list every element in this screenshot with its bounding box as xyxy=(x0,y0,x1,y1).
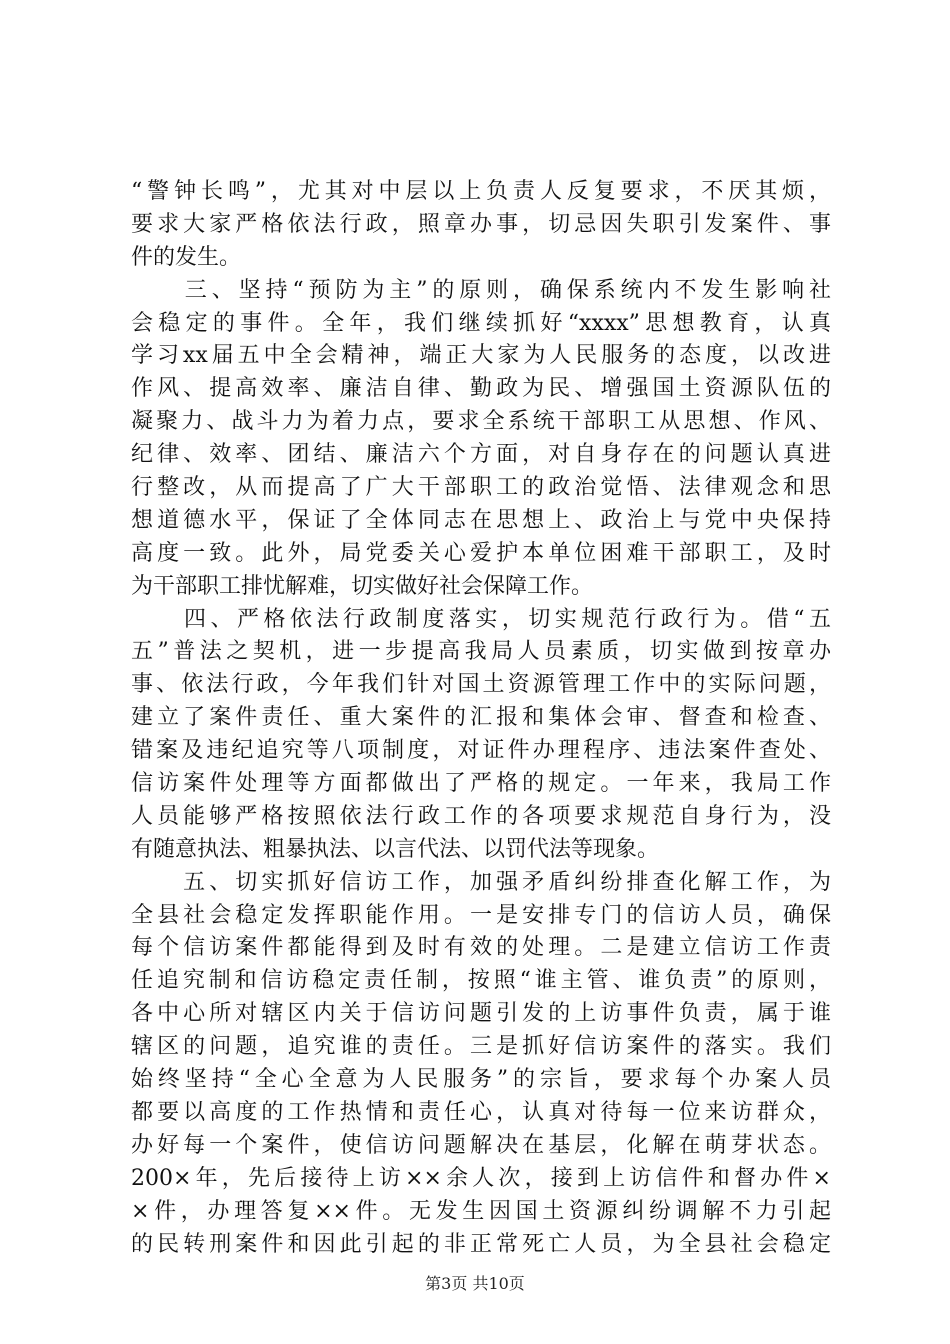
text-line: 各中心所对辖区内关于信访问题引发的上访事件负责，属于谁 xyxy=(131,1001,831,1027)
text-line: 为干部职工排忧解难，切实做好社会保障工作。 xyxy=(131,573,594,599)
text-line: 三、坚持“预防为主”的原则，确保系统内不发生影响社 xyxy=(131,277,831,303)
text-line: ×件，办理答复××件。无发生因国土资源纠纷调解不力引起 xyxy=(131,1198,831,1224)
text-line: 全县社会稳定发挥职能作用。一是安排专门的信访人员，确保 xyxy=(131,902,831,928)
text-line: 会稳定的事件。全年，我们继续抓好“xxxx”思想教育，认真 xyxy=(131,310,831,336)
text-line: 五”普法之契机，进一步提高我局人员素质，切实做到按章办 xyxy=(131,639,831,665)
text-line: 任追究制和信访稳定责任制，按照“谁主管、谁负责”的原则， xyxy=(131,968,831,994)
body-text xyxy=(131,176,831,1261)
text-line: 高度一致。此外，局党委关心爱护本单位困难干部职工，及时 xyxy=(131,540,831,566)
text-line: 事、依法行政，今年我们针对国土资源管理工作中的实际问题， xyxy=(131,672,831,698)
text-line: 作风、提高效率、廉洁自律、勤政为民、增强国土资源队伍的 xyxy=(131,376,831,402)
text-line: 想道德水平，保证了全体同志在思想上、政治上与党中央保持 xyxy=(131,507,831,533)
text-line: 的民转刑案件和因此引起的非正常死亡人员，为全县社会稳定 xyxy=(131,1231,831,1257)
text-line: 五、切实抓好信访工作，加强矛盾纠纷排查化解工作，为 xyxy=(131,869,831,895)
text-line: 纪律、效率、团结、廉洁六个方面，对自身存在的问题认真进 xyxy=(131,442,831,468)
text-line: 都要以高度的工作热情和责任心，认真对待每一位来访群众， xyxy=(131,1099,831,1125)
page-footer: 第3页 共10页 xyxy=(425,1274,525,1293)
text-line: 每个信访案件都能得到及时有效的处理。二是建立信访工作责 xyxy=(131,935,831,961)
text-line: 200×年，先后接待上访××余人次，接到上访信件和督办件× xyxy=(131,1165,831,1191)
text-line: 四、严格依法行政制度落实，切实规范行政行为。借“五 xyxy=(131,606,831,632)
text-line: 错案及违纪追究等八项制度，对证件办理程序、违法案件查处、 xyxy=(131,738,831,764)
text-line: “警钟长鸣”，尤其对中层以上负责人反复要求，不厌其烦， xyxy=(131,179,831,204)
text-line: 行整改，从而提高了广大干部职工的政治觉悟、法律观念和思 xyxy=(131,475,831,501)
text-line: 件的发生。 xyxy=(131,244,242,270)
text-line: 始终坚持“全心全意为人民服务”的宗旨，要求每个办案人员 xyxy=(131,1067,831,1093)
text-line: 办好每一个案件，使信访问题解决在基层，化解在萌芽状态。 xyxy=(131,1132,831,1158)
text-line: 辖区的问题，追究谁的责任。三是抓好信访案件的落实。我们 xyxy=(131,1034,831,1060)
text-line: 要求大家严格依法行政，照章办事，切忌因失职引发案件、事 xyxy=(131,211,831,237)
text-line: 有随意执法、粗暴执法、以言代法、以罚代法等现象。 xyxy=(131,836,660,862)
text-line: 建立了案件责任、重大案件的汇报和集体会审、督查和检查、 xyxy=(131,705,831,731)
text-line: 信访案件处理等方面都做出了严格的规定。一年来，我局工作 xyxy=(131,771,831,797)
text-line: 人员能够严格按照依法行政工作的各项要求规范自身行为，没 xyxy=(131,803,831,829)
text-line: 凝聚力、战斗力为着力点，要求全系统干部职工从思想、作风、 xyxy=(131,409,831,435)
text-line: 学习xx届五中全会精神，端正大家为人民服务的态度，以改进 xyxy=(131,343,831,369)
